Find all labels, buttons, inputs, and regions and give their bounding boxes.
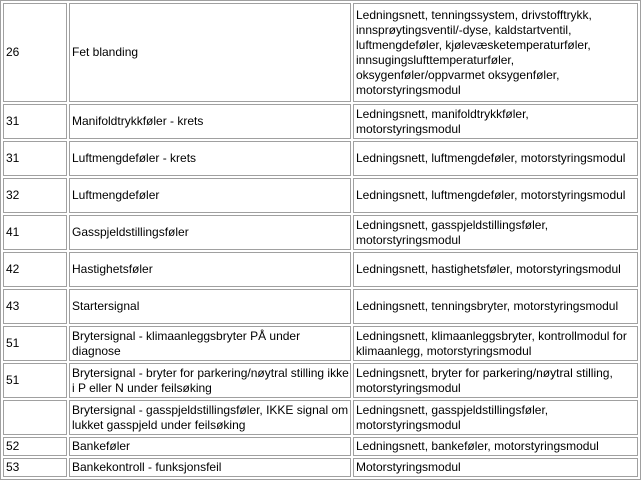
table-row [3,289,638,324]
components-cell: Ledningsnett, manifoldtrykkføler, motorstyringsmodul [353,104,638,139]
fault-code-cell: 51 [3,363,67,398]
fault-code-cell: 26 [3,3,67,102]
fault-description-cell: Brytersignal - bryter for parkering/nøytral stilling ikke i P eller N under feilsøking [69,363,351,398]
fault-description-cell: Luftmengdeføler [69,178,351,213]
fault-code-cell: 51 [3,326,67,361]
fault-description-cell: Bankeføler [69,437,351,456]
components-cell: Motorstyringsmodul [353,458,638,477]
fault-code-cell: 42 [3,252,67,287]
table-row [3,215,638,250]
fault-description-cell: Hastighetsføler [69,252,351,287]
table-row [3,141,638,176]
fault-code-cell: 31 [3,141,67,176]
components-cell: Ledningsnett, tenningsbryter, motorstyringsmodul [353,289,638,324]
fault-code-cell [3,400,67,435]
fault-code-cell: 53 [3,458,67,477]
components-cell: Ledningsnett, gasspjeldstillingsføler, motorstyringsmodul [353,215,638,250]
table-row [3,363,638,398]
table-row [3,104,638,139]
components-cell: Ledningsnett, gasspjeldstillingsføler, motorstyringsmodul [353,400,638,435]
fault-description-cell: Luftmengdeføler - krets [69,141,351,176]
fault-code-cell: 32 [3,178,67,213]
components-cell: Ledningsnett, bankeføler, motorstyringsmodul [353,437,638,456]
fault-description-cell: Brytersignal - klimaanleggsbryter PÅ under diagnose [69,326,351,361]
components-cell: Ledningsnett, luftmengdeføler, motorstyringsmodul [353,178,638,213]
table-row [3,252,638,287]
fault-code-cell: 41 [3,215,67,250]
table-row [3,3,638,102]
fault-code-cell: 31 [3,104,67,139]
components-cell: Ledningsnett, klimaanleggsbryter, kontrollmodul for klimaanlegg, motorstyringsmodul [353,326,638,361]
fault-description-cell: Bankekontroll - funksjonsfeil [69,458,351,477]
fault-description-cell: Startersignal [69,289,351,324]
fault-description-cell: Manifoldtrykkføler - krets [69,104,351,139]
table-row [3,178,638,213]
fault-description-cell: Gasspjeldstillingsføler [69,215,351,250]
fault-code-cell: 43 [3,289,67,324]
components-cell: Ledningsnett, bryter for parkering/nøytral stilling, motorstyringsmodul [353,363,638,398]
components-cell: Ledningsnett, hastighetsføler, motorstyringsmodul [353,252,638,287]
components-cell: Ledningsnett, tenningssystem, drivstofftrykk, innsprøytingsventil/-dyse, kaldstartventil, luftmengdeføler, kjølevæsketemperaturføler, innsugingslufttemperaturføler, oksygenføler/oppvarmet oksygenføler, motorstyringsmodul [353,3,638,102]
table-row [3,326,638,361]
fault-description-cell: Fet blanding [69,3,351,102]
table-row [3,437,638,456]
fault-description-cell: Brytersignal - gasspjeldstillingsføler, IKKE signal om lukket gasspjeld under feilsøking [69,400,351,435]
components-cell: Ledningsnett, luftmengdeføler, motorstyringsmodul [353,141,638,176]
table-row [3,400,638,435]
table-row [3,458,638,477]
fault-code-cell: 52 [3,437,67,456]
